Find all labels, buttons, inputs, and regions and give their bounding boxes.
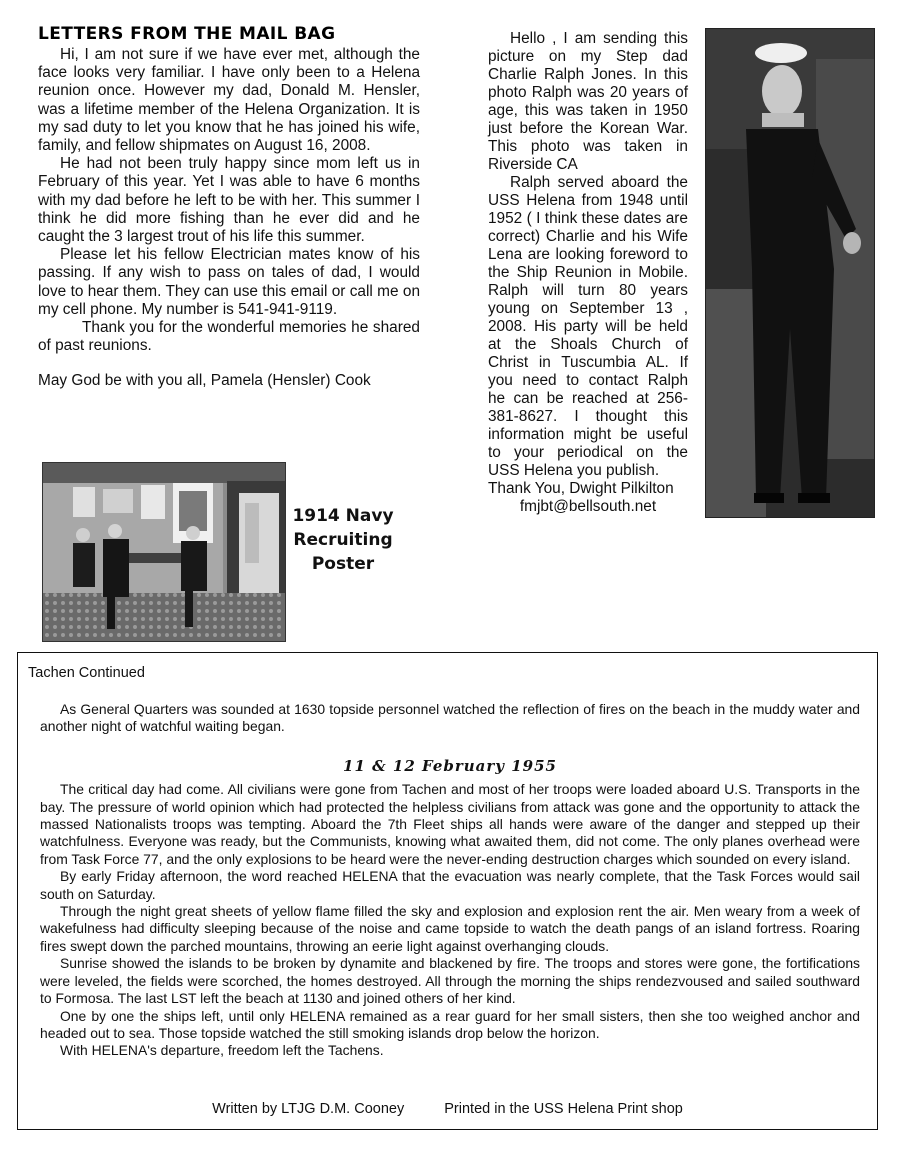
article-paragraph: Through the night great sheets of yellow flame filled the sky and explosion and explosion rent the air. Men weary from a week of wakefulness had difficulty sleeping because of the noise and came topside to watch the death pangs of an island fortress. Roaring fires swept down the parched mountains, throwing an eerie light against overhanging clouds. — [40, 903, 860, 954]
poster-caption-line: Recruiting — [293, 530, 393, 550]
credit-author: Written by LTJG D.M. Cooney — [212, 1101, 405, 1117]
recruiting-office-image — [43, 463, 285, 641]
article-paragraph: One by one the ships left, until only HELENA remained as a rear guard for her small sisters, then she too weighed anchor and headed out to sea. Those topside watched the still smoking islands drop below the horizon. — [40, 1007, 860, 1041]
letter-paragraph: Hello , I am sending this picture on my Step dad Charlie Ralph Jones. In this photo Ralph was 20 years of age, this was taken in 1950 just before the Korean War. This photo was taken in Riverside CA — [488, 30, 688, 173]
letter-paragraph: Hi, I am not sure if we have ever met, although the face looks very familiar. I have only been to a Helena reunion once. However my dad, Donald M. Hensler, was a lifetime member of the Helena Organization. It is my sad duty to let you know that he has joined his wife, family, and fellow shipmates on August 16, 2008. — [38, 46, 420, 155]
letter-paragraph: Thank you for the wonderful memories he shared of past reunions. — [38, 319, 420, 355]
letter-pilkilton — [488, 30, 688, 516]
date-heading: 11 & 12 February 1955 — [343, 756, 557, 775]
letter-email: fmjbt@bellsouth.net — [519, 498, 657, 515]
article-credits — [18, 1101, 877, 1117]
letter-paragraph: He had not been truly happy since mom left us in February of this year. Yet I was able to have 6 months with my dad before he left to be with her. This summer I think he did more fishing than he ever did and he caught the 3 largest trout of his life this summer. — [38, 155, 420, 246]
article-paragraph: By early Friday afternoon, the word reached HELENA that the evacuation was nearly complete, that the Task Forces would sail south on Saturday. — [40, 868, 860, 902]
poster-caption-line: Poster — [311, 554, 375, 574]
article-paragraph: The critical day had come. All civilians were gone from Tachen and most of her troops were loaded aboard U.S. Transports in the bay. The pressure of world opinion which had protected the helpless civilians from attack was gone and the opportunity to attack the massed Nationalists troops was tempting. Aboard the 7th Fleet ships all hands were aware of the danger and stepped up their watchfulness. Everyone was ready, but the Communists, knowing what awaited them, did not come. The only planes overhead were from Task Force 77, and the only explosions to be heard were the never-ending destruction charges which sounded on every island. — [40, 781, 860, 867]
sailor-photo — [705, 28, 875, 518]
letter-thanks: Thank You, Dwight Pilkilton — [488, 480, 674, 497]
letter-signoff: May God be with you all, Pamela (Hensler) Cook — [38, 372, 371, 390]
page-title: LETTERS FROM THE MAIL BAG — [38, 24, 336, 44]
article-paragraph: Sunrise showed the islands to be broken by dynamite and blackened by fire. The troops and stores were gone, the fortifications were leveled, the fields were scorched, the homes destroyed. All through the morning the ships rendezvoused and sailed southward to Formosa. The last LST left the beach at 1130 and joined others of her kind. — [40, 955, 860, 1007]
article-paragraph: With HELENA's departure, freedom left the Tachens. — [60, 1042, 384, 1059]
letter-paragraph: Please let his fellow Electrician mates know of his passing. If any wish to pass on tales of dad, I would love to hear them. They can use this email or call me on my cell phone. My number is 541-941-9119. — [38, 246, 420, 318]
credit-printer: Printed in the USS Helena Print shop — [444, 1101, 683, 1117]
poster-caption — [288, 504, 398, 576]
section-label: Tachen Continued — [28, 665, 145, 681]
tachen-article-body — [40, 701, 860, 1060]
article-intro: As General Quarters was sounded at 1630 topside personnel watched the reflection of fires on the beach in the muddy water and another night of watchful waiting began. — [40, 701, 860, 735]
sailor-portrait-image — [706, 29, 874, 517]
poster-caption-line: 1914 Navy — [292, 506, 394, 526]
letter-paragraph: Ralph served aboard the USS Helena from 1948 until 1952 ( I think these dates are correct) Charlie and his Wife Lena are looking foreword to the Ship Reunion in Mobile. Ralph will turn 80 years young on September 13 , 2008. His party will be held at the Shoals Church of Christ in Tuscumbia AL. If you need to contact Ralph he can be reached at 256-381-8627. I thought this information might be useful to your periodical on the USS Helena you publish. — [488, 174, 688, 479]
tachen-article-box — [17, 652, 878, 1130]
letter-hensler — [38, 46, 420, 391]
recruiting-office-photo — [42, 462, 286, 642]
